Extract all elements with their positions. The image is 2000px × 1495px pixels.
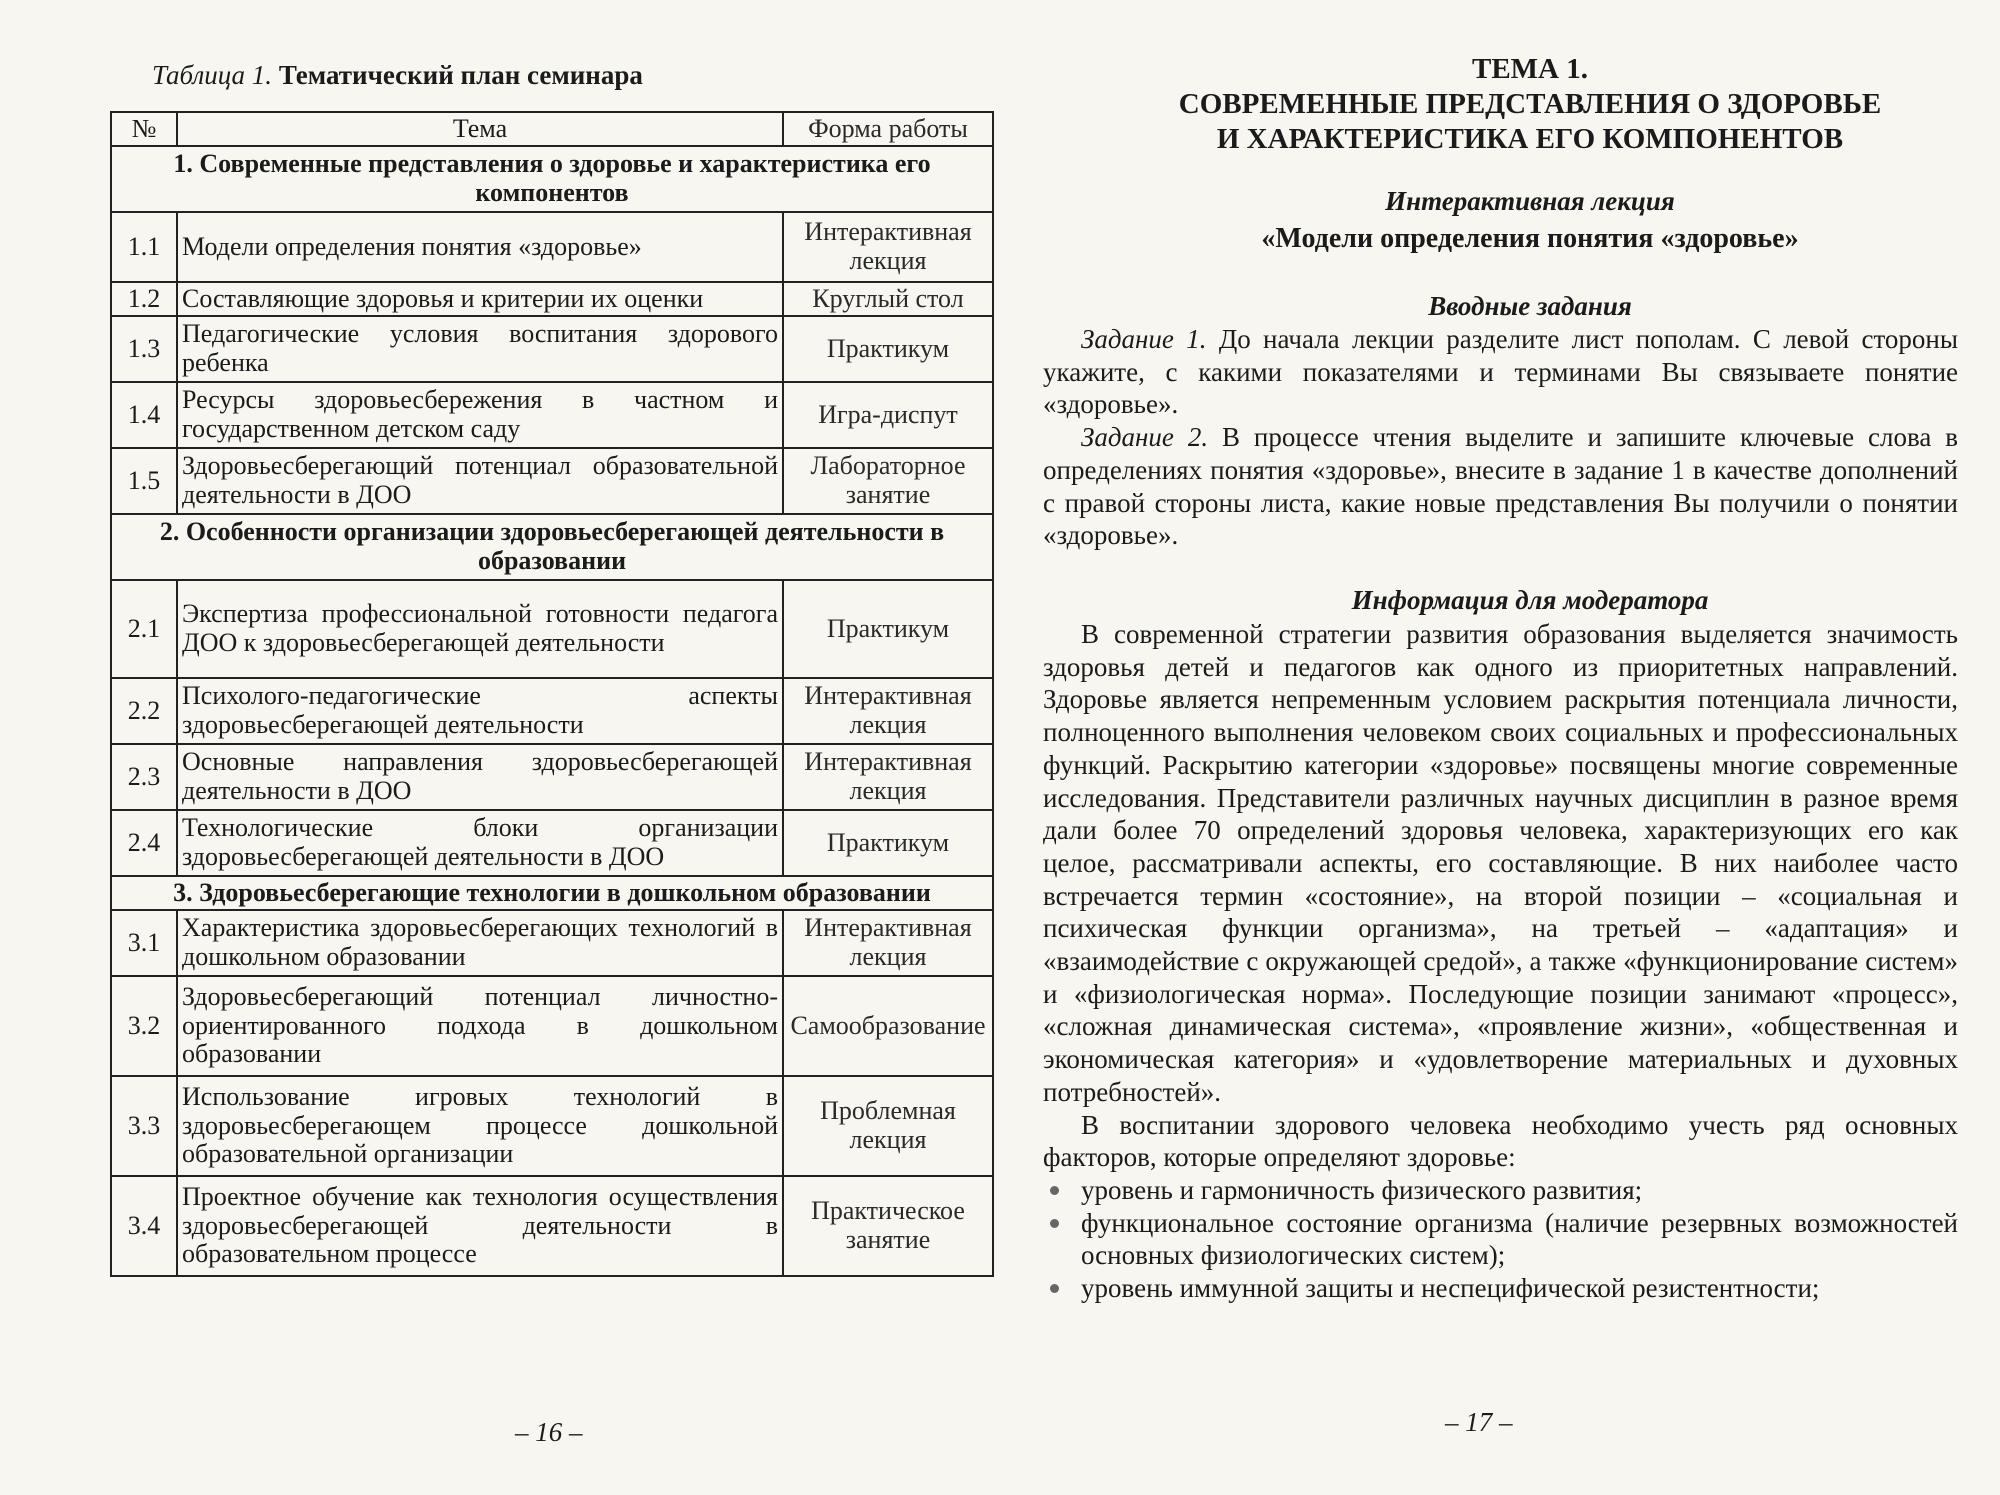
bullet-icon (1050, 1219, 1059, 1228)
thematic-plan-table (110, 111, 994, 1277)
table-body (111, 146, 993, 1276)
row-topic: Составляющие здоровья и критерии их оценки (177, 282, 783, 316)
lecture-type: Интерактивная лекция (1385, 186, 1675, 216)
row-form: Интерактивная лекция (783, 744, 993, 810)
row-topic: Экспертиза профессиональной готовности педагога ДОО к здоровьесберегающей деятельности (177, 580, 783, 678)
paragraph-2: В воспитании здорового человека необходимо учесть ряд основных факторов, которые определяют здоровье: (1043, 1109, 1958, 1173)
row-topic: Характеристика здоровьесберегающих технологий в дошкольном образовании (177, 910, 783, 976)
row-form: Проблемная лекция (783, 1076, 993, 1176)
table-header-row (111, 112, 993, 146)
section-title: 3. Здоровьесберегающие технологии в дошкольном образовании (111, 876, 993, 910)
row-topic: Проектное обучение как технология осуществления здоровьесберегающей деятельности в образовательном процессе (177, 1176, 783, 1276)
section-row (111, 514, 993, 580)
row-number: 1.2 (111, 282, 177, 316)
table-caption-label: Таблица 1. (152, 60, 273, 90)
row-number: 3.3 (111, 1076, 177, 1176)
task-1 (1043, 323, 1958, 421)
table-row (111, 316, 993, 382)
row-topic: Педагогические условия воспитания здорового ребенка (177, 316, 783, 382)
topic-heading (1100, 52, 1960, 156)
row-form: Круглый стол (783, 282, 993, 316)
list-item: функциональное состояние организма (наличие резервных возможностей основных физиологических систем); (1043, 1207, 1958, 1272)
row-number: 3.2 (111, 976, 177, 1076)
row-form: Практическое занятие (783, 1176, 993, 1276)
factors-list (1043, 1174, 1958, 1305)
table-row (111, 212, 993, 282)
task-2 (1043, 421, 1958, 552)
table-caption (152, 60, 643, 91)
table-row (111, 810, 993, 876)
row-form: Интерактивная лекция (783, 910, 993, 976)
list-item: уровень и гармоничность физического развития; (1043, 1174, 1958, 1207)
row-form: Практикум (783, 316, 993, 382)
row-number: 2.3 (111, 744, 177, 810)
row-topic: Психолого-педагогические аспекты здоровьесберегающей деятельности (177, 678, 783, 744)
section-row (111, 876, 993, 910)
topic-title-line2: И ХАРАКТЕРИСТИКА ЕГО КОМПОНЕНТОВ (1216, 122, 1844, 155)
row-topic: Технологические блоки организации здоровьесберегающей деятельности в ДОО (177, 810, 783, 876)
header-number: № (111, 112, 177, 146)
topic-number: ТЕМА 1. (1472, 53, 1588, 85)
lecture-title: «Модели определения понятия «здоровье» (1261, 223, 1799, 254)
row-number: 3.4 (111, 1176, 177, 1276)
bullet-icon (1050, 1284, 1059, 1293)
section-title: 2. Особенности организации здоровьесберегающей деятельности в образовании (111, 514, 993, 580)
task-1-label: Задание 1. (1081, 324, 1207, 354)
right-page (1000, 0, 2000, 1495)
table-row (111, 744, 993, 810)
bullet-icon (1050, 1186, 1059, 1195)
row-topic: Здоровьесберегающий потенциал образовательной деятельности в ДОО (177, 448, 783, 514)
table-row (111, 1076, 993, 1176)
table-row (111, 1176, 993, 1276)
row-form: Интерактивная лекция (783, 678, 993, 744)
header-topic: Тема (177, 112, 783, 146)
task-1-text: До начала лекции разделите лист пополам. С левой стороны укажите, с какими показателями и терминами Вы связываете понятие «здоровье». (1043, 324, 1959, 420)
table-row (111, 910, 993, 976)
table-row (111, 448, 993, 514)
row-form: Самообразование (783, 976, 993, 1076)
moderator-info (1043, 618, 1958, 1305)
intro-tasks-heading: Вводные задания (1428, 291, 1632, 321)
table-row (111, 282, 993, 316)
table-row (111, 580, 993, 678)
intro-tasks (1043, 323, 1958, 552)
table-row (111, 976, 993, 1076)
table-row (111, 382, 993, 448)
header-form: Форма работы (783, 112, 993, 146)
table-row (111, 678, 993, 744)
row-number: 2.4 (111, 810, 177, 876)
paragraph-1: В современной стратегии развития образования выделяется значимость здоровья детей и педагогов как одного из приоритетных направлений. Здоровье является непременным условием раскрытия потенциала личности, полноценного выполнения человеком своих социальных и профессиональных функций. Раскрытию категории «здоровье» посвящены многие современные исследования. Представители различных научных дисциплин в разное время дали более 70 определений здоровья человека, характеризующих его как целое, рассматривали аспекты, его составляющие. В них наиболее часто встречается термин «состояние», на второй позиции – «социальная и психическая функции организма», на третьей – «адаптация» и «взаимодействие с окружающей средой», а также «функционирование систем» и «физиологическая норма». Последующие позиции занимают «процесс», «сложная динамическая система», «проявление жизни», «общественная и экономическая категория» и «удовлетворение материальных и духовных потребностей». (1043, 619, 1958, 1107)
list-item: уровень иммунной защиты и неспецифической резистентности; (1043, 1272, 1958, 1305)
row-number: 1.4 (111, 382, 177, 448)
row-number: 2.1 (111, 580, 177, 678)
row-form: Игра-диспут (783, 382, 993, 448)
row-number: 1.5 (111, 448, 177, 514)
moderator-heading: Информация для модератора (1351, 585, 1709, 615)
section-row (111, 146, 993, 212)
row-topic: Модели определения понятия «здоровье» (177, 212, 783, 282)
row-number: 3.1 (111, 910, 177, 976)
topic-title-line1: СОВРЕМЕННЫЕ ПРЕДСТАВЛЕНИЯ О ЗДОРОВЬЕ (1178, 87, 1882, 120)
row-topic: Основные направления здоровьесберегающей деятельности в ДОО (177, 744, 783, 810)
row-topic: Ресурсы здоровьесбережения в частном и государственном детском саду (177, 382, 783, 448)
section-title: 1. Современные представления о здоровье и характеристика его компонентов (111, 146, 993, 212)
page-number-left: – 16 – (515, 1417, 583, 1447)
row-topic: Использование игровых технологий в здоровьесберегающем процессе дошкольной образовательной организации (177, 1076, 783, 1176)
task-2-label: Задание 2. (1081, 422, 1209, 453)
row-form: Практикум (783, 810, 993, 876)
row-form: Интерактивная лекция (783, 212, 993, 282)
row-number: 1.1 (111, 212, 177, 282)
task-2-text: В процессе чтения выделите и запишите ключевые слова в определениях понятия «здоровье», внесите в задание 1 в качестве дополнений с правой стороны листа, какие новые представления Вы получили о понятии «здоровье». (1043, 422, 1959, 551)
row-topic: Здоровьесберегающий потенциал личностно-ориентированного подхода в дошкольном образовании (177, 976, 783, 1076)
table-caption-title: Тематический план семинара (278, 60, 643, 90)
row-form: Лабораторное занятие (783, 448, 993, 514)
page-number-right: – 17 – (1445, 1407, 1513, 1437)
row-number: 1.3 (111, 316, 177, 382)
row-form: Практикум (783, 580, 993, 678)
row-number: 2.2 (111, 678, 177, 744)
